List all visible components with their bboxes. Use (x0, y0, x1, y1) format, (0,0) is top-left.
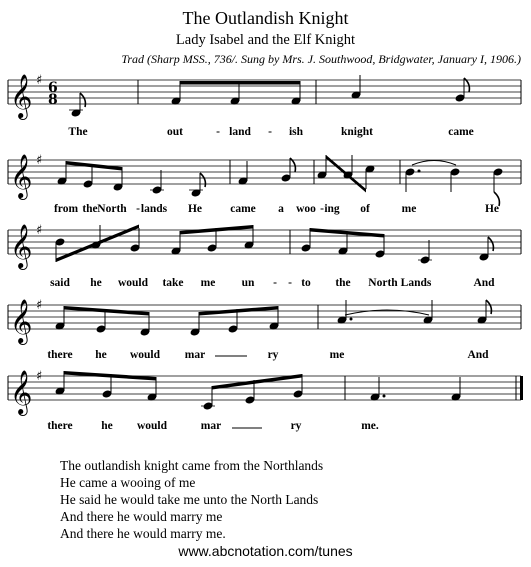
note-flag (486, 300, 491, 314)
lyric-syllable: ish (288, 126, 304, 138)
staff-system (8, 153, 521, 215)
tie (412, 161, 456, 166)
lyric-syllable: would (117, 277, 149, 289)
lyric-syllable: - (320, 203, 324, 215)
staff-system (8, 298, 521, 361)
lyric-syllable: North (368, 277, 398, 289)
lyric-line: He said he would take me unto the North Lands (60, 492, 319, 507)
lyric-syllable: - (273, 277, 277, 289)
lyric-syllable: - (268, 126, 272, 138)
lyric-syllable: land (229, 126, 251, 138)
lyric-line: And there he would marry me. (60, 526, 226, 541)
lyric-syllable: the (335, 277, 351, 289)
tune-source: Trad (Sharp MSS., 736/. Sung by Mrs. J. Southwood, Bridgwater, January I, 1906.) (121, 52, 521, 66)
final-barline (520, 376, 523, 400)
lyric-syllable: he (95, 349, 107, 361)
lyric-syllable: he (101, 420, 113, 432)
lyrics-block (60, 457, 323, 542)
lyric-syllable: would (136, 420, 168, 432)
lyric-syllable: ry (267, 349, 279, 361)
note-flag (200, 173, 205, 187)
lyric-syllable: came (448, 126, 474, 138)
staff-system (8, 223, 521, 289)
note-beam (326, 155, 366, 193)
note-dot (350, 318, 353, 321)
note-dot (383, 395, 386, 398)
treble-clef-icon: 𝄞 (10, 370, 33, 414)
lyric-line: And there he would marry me (60, 509, 223, 524)
note-beam (180, 81, 300, 85)
time-signature-top: 6 (48, 80, 58, 96)
staff-system (8, 369, 523, 432)
key-signature-sharp-icon: ♯ (36, 73, 43, 88)
footer-url[interactable]: www.abcnotation.com/tunes (178, 543, 353, 559)
lyric-syllable: And (467, 349, 489, 361)
tune-subtitle: Lady Isabel and the Elf Knight (175, 32, 356, 48)
lyric-syllable: He (484, 203, 500, 215)
lyric-syllable: knight (341, 126, 373, 138)
lyric-syllable: a (278, 203, 284, 215)
lyric-syllable: And (473, 277, 495, 289)
lyric-syllable: of (360, 203, 370, 215)
treble-clef-icon: 𝄞 (10, 74, 33, 118)
lyric-syllable: - (216, 126, 220, 138)
key-signature-sharp-icon: ♯ (36, 223, 43, 238)
lyric-syllable: - (136, 203, 140, 215)
treble-clef-icon: 𝄞 (10, 224, 33, 268)
lyric-syllable: ry (290, 420, 302, 432)
lyric-syllable: there (47, 349, 73, 361)
tune-title: The Outlandish Knight (182, 8, 349, 28)
lyric-syllable: me (200, 277, 216, 289)
lyric-syllable: Lands (400, 277, 432, 289)
lyric-syllable: - (288, 277, 292, 289)
lyric-syllable: un (241, 277, 255, 289)
time-signature-bottom: 8 (48, 92, 58, 108)
treble-clef-icon: 𝄞 (10, 299, 33, 343)
lyric-syllable: me. (361, 420, 379, 432)
lyric-syllable: take (162, 277, 184, 289)
lyric-syllable: to (301, 277, 311, 289)
lyric-syllable: said (50, 277, 70, 289)
lyric-syllable: there (47, 420, 73, 432)
lyric-syllable: North (97, 203, 127, 215)
lyric-syllable: he (90, 277, 102, 289)
key-signature-sharp-icon: ♯ (36, 298, 43, 313)
note-dot (418, 170, 421, 173)
lyric-line: He came a wooing of me (60, 475, 196, 490)
treble-clef-icon: 𝄞 (10, 154, 33, 198)
lyric-syllable: would (129, 349, 161, 361)
lyric-syllable: came (230, 203, 256, 215)
lyric-syllable: woo (296, 203, 316, 215)
lyric-syllable: mar (200, 420, 222, 432)
lyric-syllable: lands (140, 203, 168, 215)
lyric-syllable: He (187, 203, 203, 215)
lyric-syllable: from (53, 203, 79, 215)
lyric-syllable: The (68, 126, 88, 138)
lyric-syllable: out (167, 126, 183, 138)
lyric-syllable: me (329, 349, 345, 361)
lyric-syllable: the (82, 203, 98, 215)
key-signature-sharp-icon: ♯ (36, 369, 43, 384)
note-flag (488, 237, 493, 251)
lyric-syllable: ing (324, 203, 340, 215)
lyric-line: The outlandish knight came from the Northlands (60, 458, 324, 473)
lyric-syllable: me (401, 203, 417, 215)
key-signature-sharp-icon: ♯ (36, 153, 43, 168)
lyric-syllable: mar (184, 349, 206, 361)
note-flag (80, 93, 85, 107)
staff-system (8, 73, 521, 138)
